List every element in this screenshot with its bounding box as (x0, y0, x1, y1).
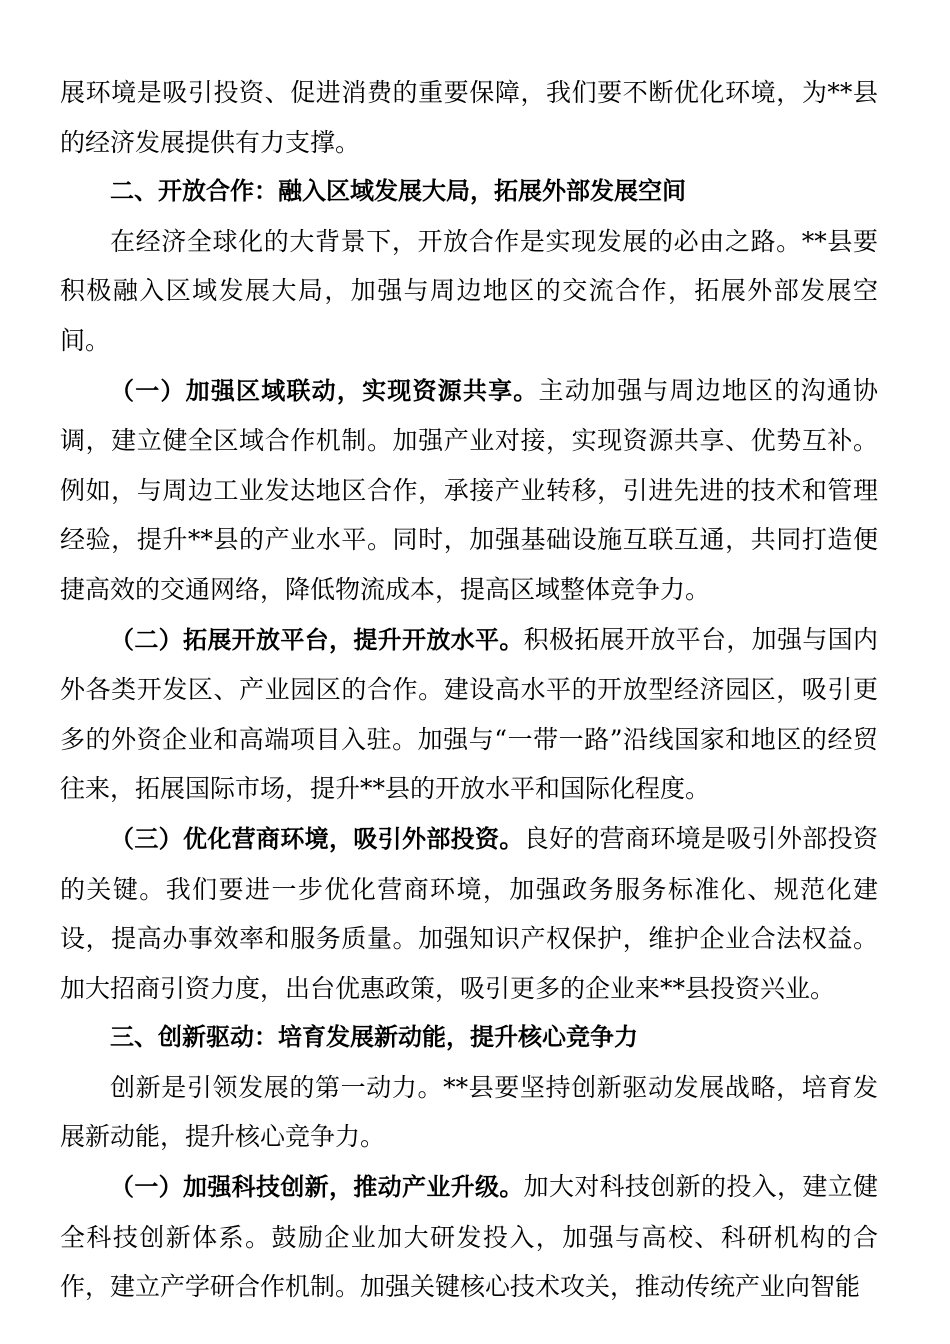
subsection-business-environment (60, 814, 878, 1013)
subsection-title: （一）加强区域联动，实现资源共享。 (110, 376, 539, 405)
subsection-body: 加大对科技创新的投入，建立健全科技创新体系。鼓励企业加大研发投入，加强与高校、科研机构的合作，建立产学研合作机制。加强关键核心技术攻关，推动传统产业向智能 (60, 1172, 878, 1302)
subsection-open-platform (60, 615, 878, 814)
subsection-title: （三）优化营商环境，吸引外部投资。 (110, 824, 524, 853)
paragraph-continued: 展环境是吸引投资、促进消费的重要保障，我们要不断优化环境，为**县的经济发展提供有力支撑。 (60, 78, 878, 157)
subsection-regional-linkage (60, 366, 878, 615)
subsection-tech-innovation (60, 1162, 878, 1312)
subsection-body: 良好的营商环境是吸引外部投资的关键。我们要进一步优化营商环境，加强政务服务标准化、规范化建设，提高办事效率和服务质量。加强知识产权保护，维护企业合法权益。加大招商引资力度，出台优惠政策，吸引更多的企业来**县投资兴业。 (60, 823, 878, 1003)
subsection-title: （二）拓展开放平台，提升开放水平。 (110, 625, 524, 654)
subsection-title: （一）加强科技创新，推动产业升级。 (110, 1173, 524, 1202)
paragraph-intro-three: 创新是引领发展的第一动力。**县要坚持创新驱动发展战略，培育发展新动能，提升核心竞争力。 (60, 1072, 878, 1152)
paragraph-intro-two: 在经济全球化的大背景下，开放合作是实现发展的必由之路。**县要积极融入区域发展大局，加强与周边地区的交流合作，拓展外部发展空间。 (60, 226, 878, 355)
subsection-body: 积极拓展开放平台，加强与国内外各类开发区、产业园区的合作。建设高水平的开放型经济园区，吸引更多的外资企业和高端项目入驻。加强与“一带一路”沿线国家和地区的经贸往来，拓展国际市场，提升**县的开放水平和国际化程度。 (60, 624, 878, 804)
section-heading-two: 二、开放合作：融入区域发展大局，拓展外部发展空间 (110, 177, 686, 206)
section-heading-three: 三、创新驱动：培育发展新动能，提升核心竞争力 (110, 1023, 638, 1052)
subsection-body: 主动加强与周边地区的沟通协调，建立健全区域合作机制。加强产业对接，实现资源共享、优势互补。例如，与周边工业发达地区合作，承接产业转移，引进先进的技术和管理经验，提升**县的产业水平。同时，加强基础设施互联互通，共同打造便捷高效的交通网络，降低物流成本，提高区域整体竞争力。 (60, 375, 878, 604)
document-page (60, 68, 878, 1312)
